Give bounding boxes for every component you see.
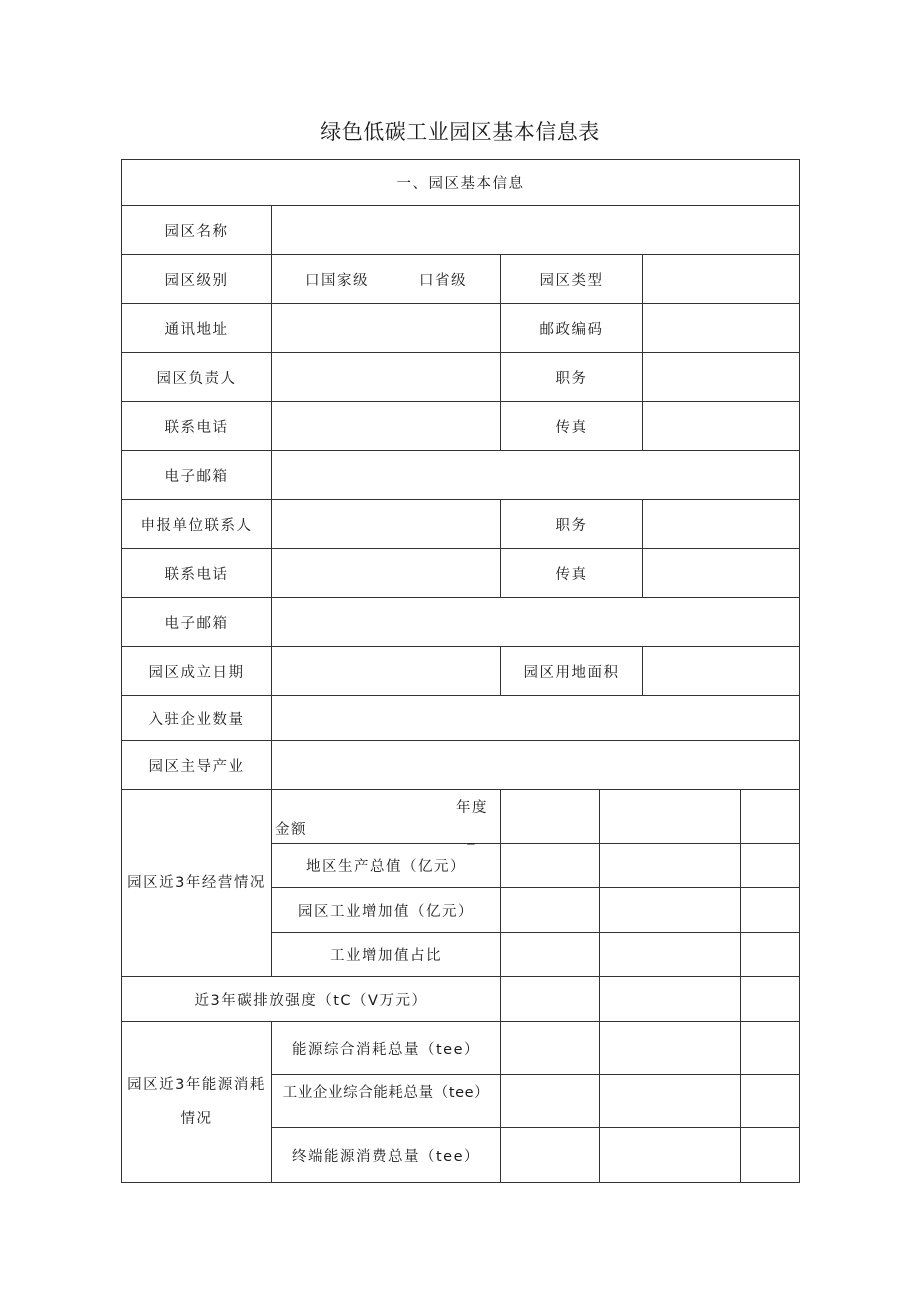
page-title: 绿色低碳工业园区基本信息表 (320, 120, 600, 144)
industrial-ratio-year-3[interactable] (741, 933, 800, 977)
info-table (121, 159, 800, 1183)
energy-industrial-year-2[interactable] (600, 1075, 741, 1128)
field-email-2[interactable] (272, 598, 800, 647)
energy-terminal-year-3[interactable] (741, 1128, 800, 1183)
label-industrial-value: 园区工业增加值（亿元） (272, 888, 501, 933)
industrial-ratio-year-1[interactable] (501, 933, 600, 977)
checkbox-national[interactable]: 口国家级 (305, 272, 369, 289)
field-address[interactable] (272, 304, 501, 353)
field-fax-2[interactable] (643, 549, 800, 598)
field-email-1[interactable] (272, 451, 800, 500)
energy-total-year-3[interactable] (741, 1022, 800, 1075)
label-energy: 园区近3年能源消耗情况 (122, 1022, 272, 1183)
year-3-header[interactable] (741, 790, 800, 844)
label-gdp: 地区生产总值（亿元） (272, 844, 501, 888)
label-fax-2: 传真 (501, 549, 643, 598)
energy-industrial-year-1[interactable] (501, 1075, 600, 1128)
label-phone-2: 联系电话 (122, 549, 272, 598)
year-1-header[interactable] (501, 790, 600, 844)
field-phone-2[interactable] (272, 549, 501, 598)
field-enterprise-count[interactable] (272, 696, 800, 741)
section-basic-info: 一、园区基本信息 (122, 160, 800, 206)
label-postcode: 邮政编码 (501, 304, 643, 353)
industrial-value-year-1[interactable] (501, 888, 600, 933)
header-year-amount (272, 790, 501, 844)
industrial-value-year-3[interactable] (741, 888, 800, 933)
label-land-area: 园区用地面积 (501, 647, 643, 696)
label-park-level: 园区级别 (122, 255, 272, 304)
field-land-area[interactable] (643, 647, 800, 696)
label-industrial-ratio: 工业增加值占比 (272, 933, 501, 977)
field-contact[interactable] (272, 500, 501, 549)
field-position-2[interactable] (643, 500, 800, 549)
field-park-head[interactable] (272, 353, 501, 402)
energy-terminal-year-2[interactable] (600, 1128, 741, 1183)
label-email-2: 电子邮箱 (122, 598, 272, 647)
label-leading-industry: 园区主导产业 (122, 741, 272, 790)
field-postcode[interactable] (643, 304, 800, 353)
label-contact: 申报单位联系人 (122, 500, 272, 549)
field-phone-1[interactable] (272, 402, 501, 451)
carbon-intensity-year-1[interactable] (501, 977, 600, 1022)
label-carbon-intensity: 近3年碳排放强度（tC（V万元） (122, 977, 501, 1022)
gdp-year-2[interactable] (600, 844, 741, 888)
label-operations: 园区近3年经营情况 (122, 790, 272, 977)
carbon-intensity-year-3[interactable] (741, 977, 800, 1022)
header-year: 年度 (456, 800, 488, 816)
label-phone-1: 联系电话 (122, 402, 272, 451)
header-amount: 金额 (275, 822, 307, 838)
header-dash: _ (467, 829, 476, 845)
label-energy-industrial: 工业企业综合能耗总量（tee） (272, 1075, 501, 1128)
label-enterprise-count: 入驻企业数量 (122, 696, 272, 741)
label-address: 通讯地址 (122, 304, 272, 353)
checkbox-provincial[interactable]: 口省级 (419, 272, 467, 289)
industrial-value-year-2[interactable] (600, 888, 741, 933)
label-park-name: 园区名称 (122, 206, 272, 255)
label-position-1: 职务 (501, 353, 643, 402)
field-park-name[interactable] (272, 206, 800, 255)
label-fax-1: 传真 (501, 402, 643, 451)
year-2-header[interactable] (600, 790, 741, 844)
label-energy-terminal: 终端能源消费总量（tee） (272, 1128, 501, 1183)
energy-total-year-1[interactable] (501, 1022, 600, 1075)
label-park-type: 园区类型 (501, 255, 643, 304)
field-leading-industry[interactable] (272, 741, 800, 790)
industrial-ratio-year-2[interactable] (600, 933, 741, 977)
carbon-intensity-year-2[interactable] (600, 977, 741, 1022)
field-fax-1[interactable] (643, 402, 800, 451)
energy-industrial-year-3[interactable] (741, 1075, 800, 1128)
label-park-head: 园区负责人 (122, 353, 272, 402)
label-position-2: 职务 (501, 500, 643, 549)
label-email-1: 电子邮箱 (122, 451, 272, 500)
field-position-1[interactable] (643, 353, 800, 402)
energy-terminal-year-1[interactable] (501, 1128, 600, 1183)
gdp-year-3[interactable] (741, 844, 800, 888)
field-founded-date[interactable] (272, 647, 501, 696)
label-founded-date: 园区成立日期 (122, 647, 272, 696)
field-park-type[interactable] (643, 255, 800, 304)
gdp-year-1[interactable] (501, 844, 600, 888)
energy-total-year-2[interactable] (600, 1022, 741, 1075)
label-energy-total: 能源综合消耗总量（tee） (272, 1022, 501, 1075)
field-park-level[interactable] (272, 255, 501, 304)
